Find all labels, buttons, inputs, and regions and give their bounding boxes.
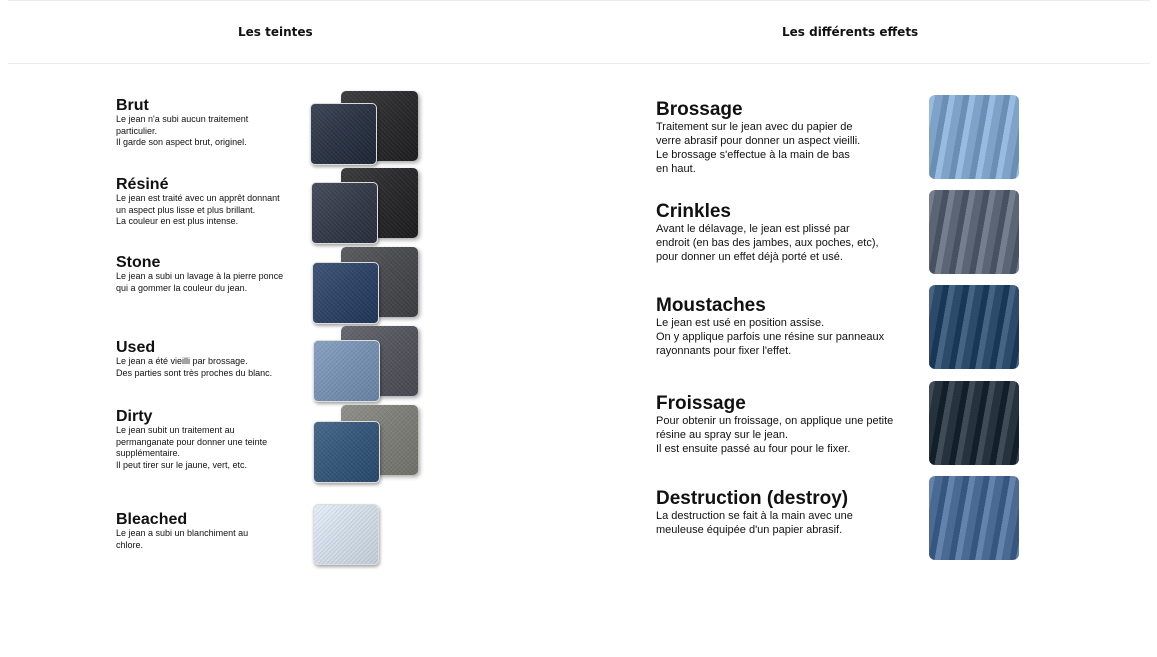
effet-title: Crinkles xyxy=(656,201,731,222)
denim-swatch-front xyxy=(310,103,377,165)
denim-swatch-front xyxy=(313,340,380,402)
effet-description: Pour obtenir un froissage, on applique une petite résine au spray sur le jean. Il est ensuite passé au four pour le fixer. xyxy=(656,415,894,455)
effet-destruction xyxy=(656,489,918,537)
effet-brossage xyxy=(656,100,918,176)
teinte-title: Brut xyxy=(116,97,149,114)
teinte-title: Résiné xyxy=(116,176,169,193)
denim-swatch-front xyxy=(311,182,378,244)
effet-froissage xyxy=(656,394,918,456)
teinte-title: Bleached xyxy=(116,511,188,528)
teintes-title: Les teintes xyxy=(238,25,313,39)
effet-moustaches xyxy=(656,296,918,358)
effet-image-crinkles xyxy=(929,190,1019,274)
effet-crinkles xyxy=(656,202,918,264)
teinte-brut xyxy=(116,97,306,149)
section-header xyxy=(8,0,1150,64)
effet-description: Traitement sur le jean avec du papier de verre abrasif pour donner un aspect vieilli. Le brossage s'effectue à la main de bas en haut. xyxy=(656,121,861,175)
effets-title: Les différents effets xyxy=(782,25,919,39)
teinte-used xyxy=(116,339,306,379)
effet-title: Destruction (destroy) xyxy=(656,488,849,509)
teinte-description: Le jean a été vieilli par brossage. Des parties sont très proches du blanc. xyxy=(116,356,273,378)
teinte-bleached xyxy=(116,511,306,551)
denim-swatch-front xyxy=(313,504,379,565)
teinte-description: Le jean est traité avec un apprêt donnant un aspect plus lisse et plus brillant. La couleur en est plus intense. xyxy=(116,193,280,226)
teinte-resine xyxy=(116,176,306,228)
teinte-description: Le jean a subi un blanchiment au chlore. xyxy=(116,528,249,550)
effet-title: Brossage xyxy=(656,99,743,120)
teinte-description: Le jean subit un traitement au permanganate pour donner une teinte supplémentaire. Il peut tirer sur le jaune, vert, etc. xyxy=(116,425,268,470)
teinte-title: Dirty xyxy=(116,408,153,425)
teinte-description: Le jean n'a subi aucun traitement particulier. Il garde son aspect brut, originel. xyxy=(116,114,249,147)
effet-image-froissage xyxy=(929,381,1019,465)
effet-image-moustaches xyxy=(929,285,1019,369)
effet-title: Froissage xyxy=(656,393,746,414)
teinte-title: Stone xyxy=(116,254,161,271)
denim-swatch-front xyxy=(312,262,379,324)
effet-description: Le jean est usé en position assise. On y applique parfois une résine sur panneaux rayonnants pour fixer l'effet. xyxy=(656,317,885,357)
teinte-title: Used xyxy=(116,339,156,356)
teinte-description: Le jean a subi un lavage à la pierre ponce qui a gommer la couleur du jean. xyxy=(116,271,284,293)
effet-description: La destruction se fait à la main avec une meuleuse équipée d'un papier abrasif. xyxy=(656,510,853,536)
teinte-stone xyxy=(116,254,306,294)
effet-description: Avant le délavage, le jean est plissé par endroit (en bas des jambes, aux poches, etc), pour donner un effet déjà porté et usé. xyxy=(656,223,879,263)
effet-image-brossage xyxy=(929,95,1019,179)
effet-title: Moustaches xyxy=(656,295,766,316)
effet-image-destruction xyxy=(929,476,1019,560)
teinte-dirty xyxy=(116,408,306,471)
denim-swatch-front xyxy=(313,421,380,483)
